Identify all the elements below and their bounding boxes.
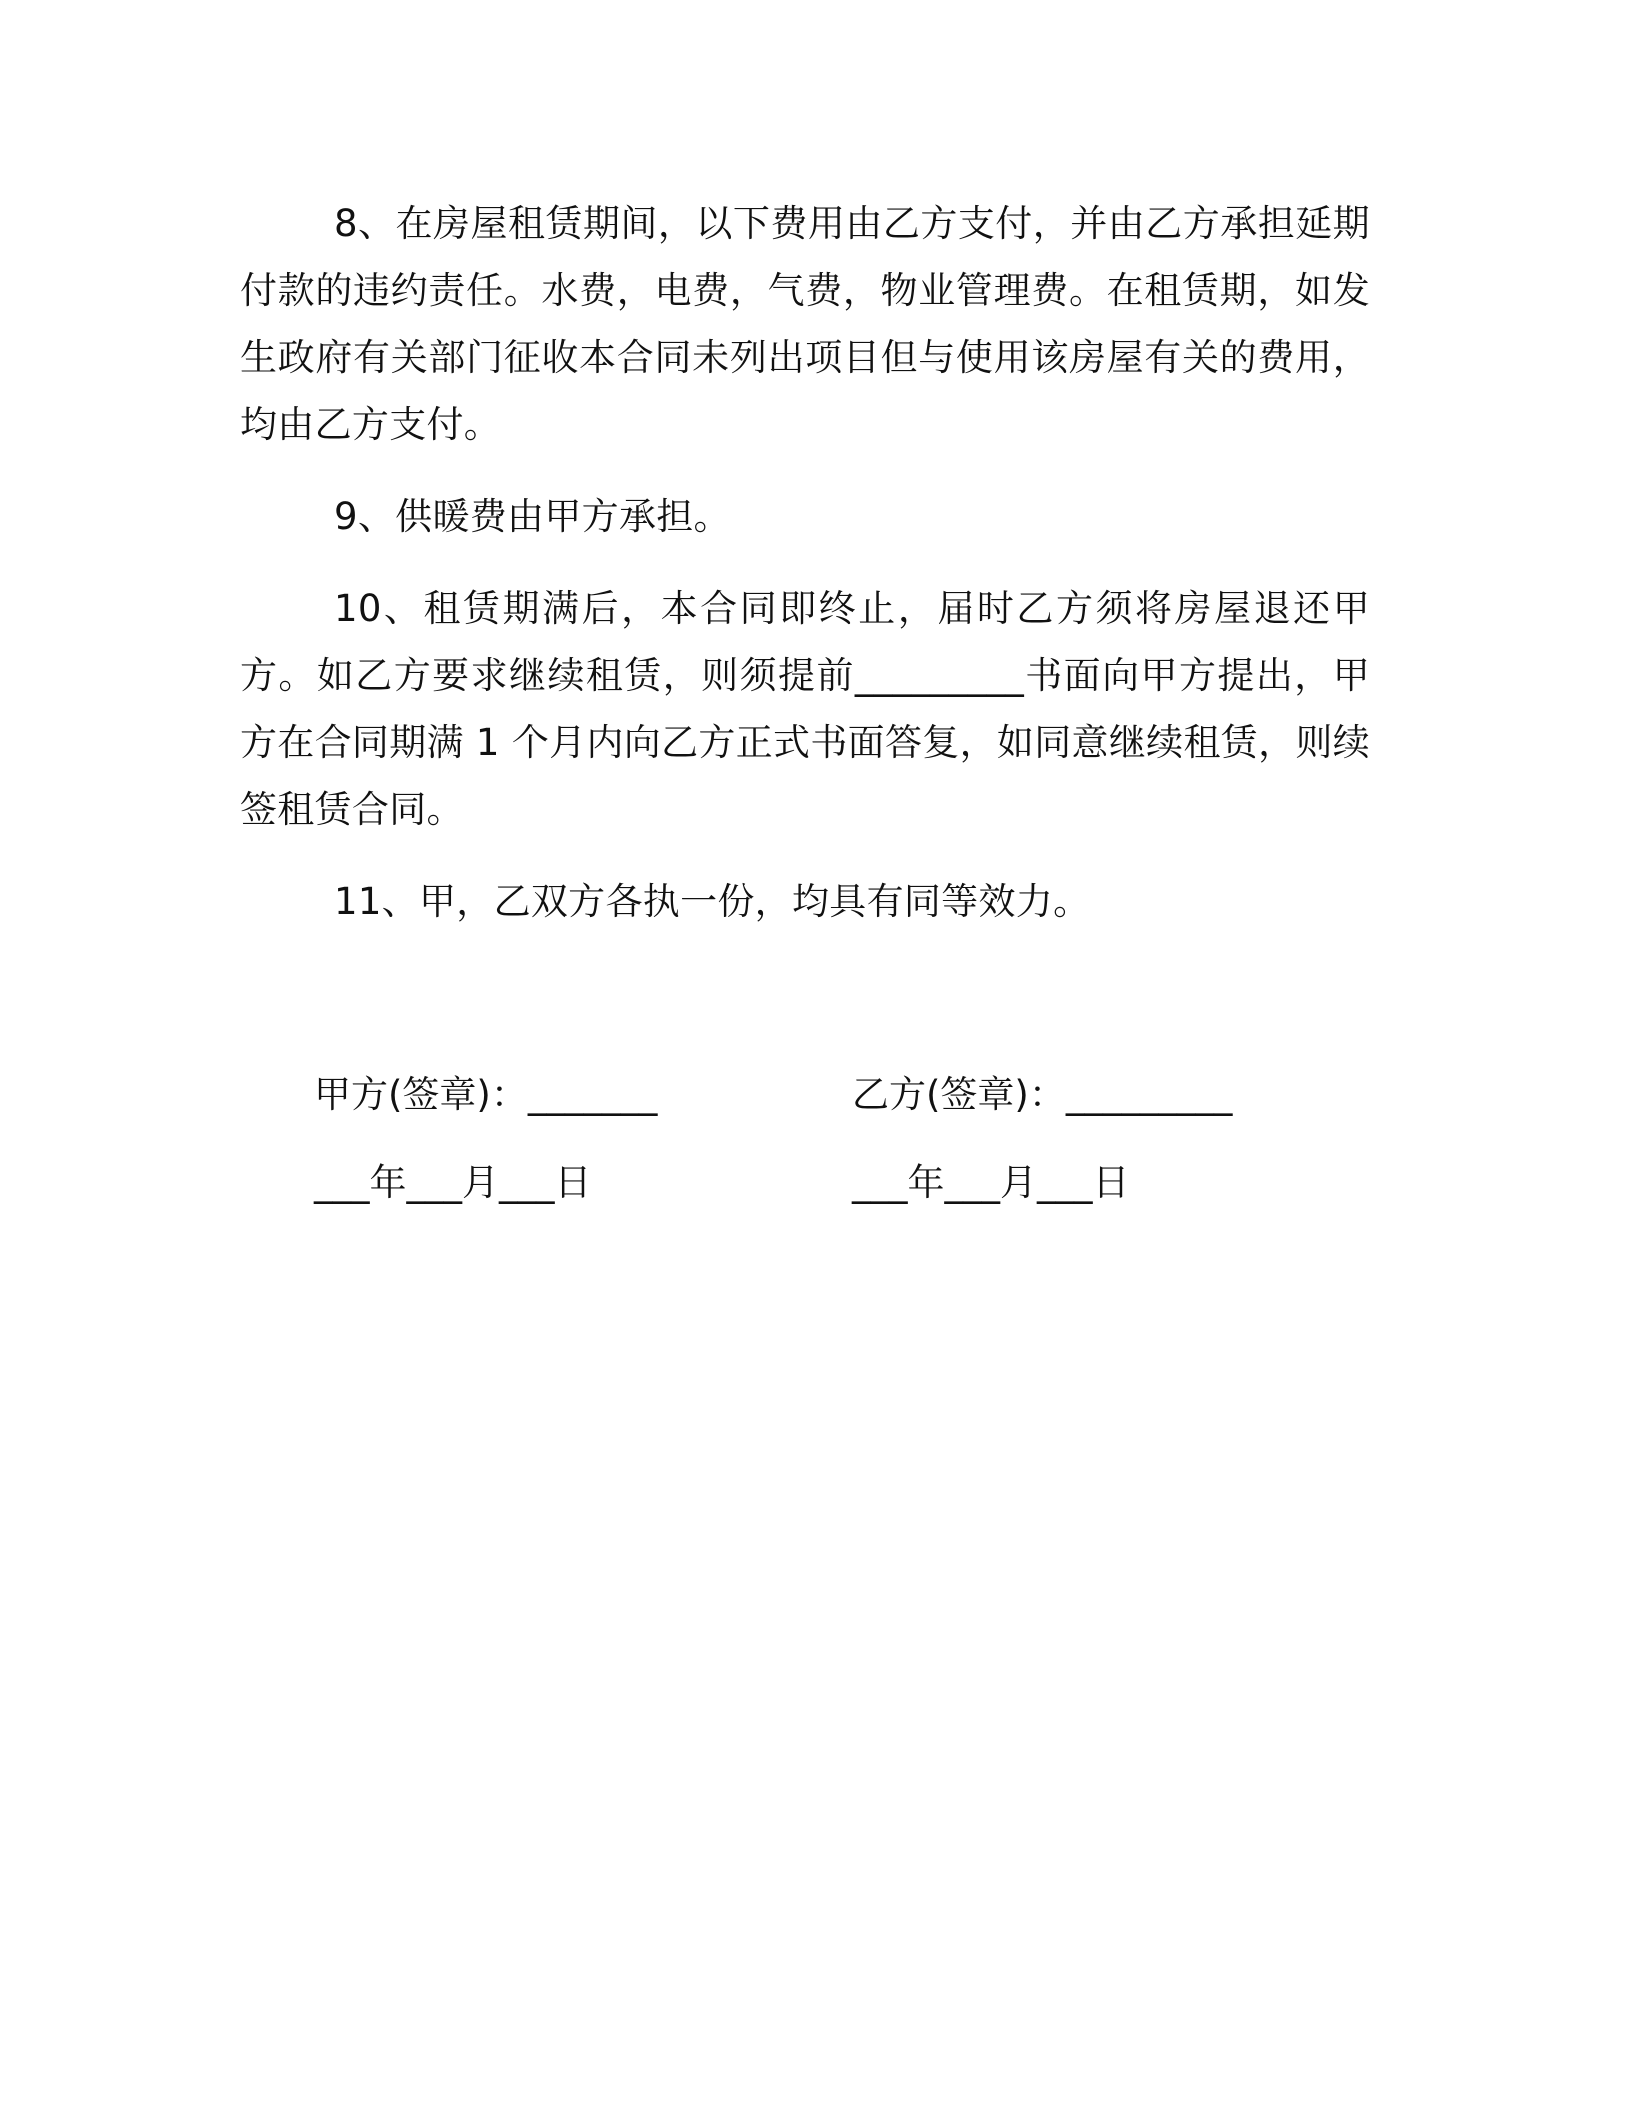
party-b-signature-line: 乙方(签章)：_________ [852, 1073, 1233, 1116]
clause-10: 10、租赁期满后，本合同即终止，届时乙方须将房屋退还甲方。如乙方要求继续租赁，则须提前_________书面向甲方提出，甲方在合同期满 1 个月内向乙方正式书面答复，如同意继续租赁，则续签租赁合同。 [240, 587, 1370, 831]
party-b-date-line: ___年___月___日 [852, 1161, 1130, 1204]
contract-clauses [240, 190, 1370, 960]
party-a-date-line: ___年___月___日 [314, 1161, 592, 1204]
party-a-signature-line: 甲方(签章)：_______ [314, 1073, 658, 1116]
clause-9: 9、供暖费由甲方承担。 [334, 495, 731, 538]
clause-11: 11、甲，乙双方各执一份，均具有同等效力。 [334, 880, 1091, 923]
clause-8: 8、在房屋租赁期间，以下费用由乙方支付，并由乙方承担延期付款的违约责任。水费，电费，气费，物业管理费。在租赁期，如发生政府有关部门征收本合同未列出项目但与使用该房屋有关的费用，均由乙方支付。 [240, 202, 1370, 446]
party-b-signature-block [852, 1065, 1232, 1213]
party-a-signature-block [314, 1065, 657, 1213]
